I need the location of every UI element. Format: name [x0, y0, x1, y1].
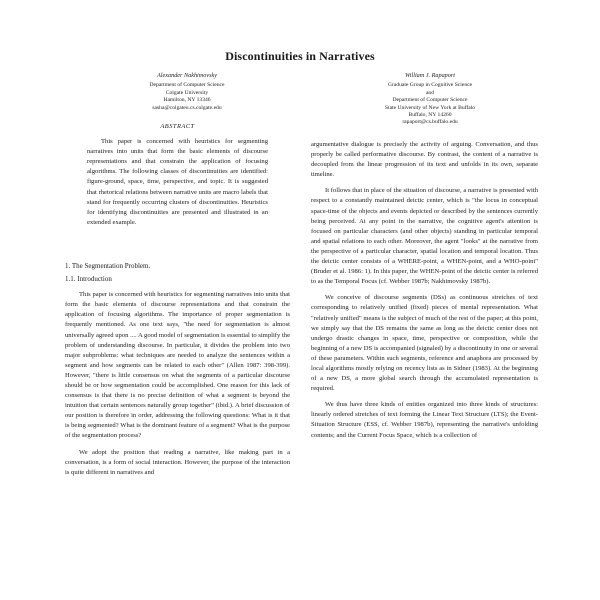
page-bottom-edge [0, 590, 600, 600]
body-paragraph: We conceive of discourse segments (DSs) as continuous stretches of text corresponding to relatively unified (fixed) pieces of mental representation. What "relatively unified" means is the subject of much of the rest of the paper; at this point, we simply say that the DS remains the same as long as the deictic center does not undergo drastic changes in space, time, perspective or composition, while the beginning of a new DS is accompanied (signaled) by a discontinuity in one or several of these parameters. Within such segments, reference and anaphora are processed by local algorithms mostly relying on recency lists as in Sidner (1983). At the beginning of a new DS, a more global search through the accumulated representation is required. [311, 294, 538, 393]
author-affiliation-line: Colgate University [165, 89, 209, 96]
author-affiliation-line: State University of New York at Buffalo [384, 104, 476, 111]
subsection-heading: 1.1. Introduction [65, 275, 112, 284]
author-affiliation-line: Department of Computer Science [149, 82, 225, 89]
author-affiliation-line: Graduate Group in Cognitive Science [387, 82, 473, 89]
author-affiliation-line: and [425, 89, 435, 96]
author-name: Alexander Nakhimovsky [157, 72, 217, 79]
author-nakhimovsky [92, 72, 282, 112]
body-paragraph: This paper is concerned with heuristics for segmenting narratives into units that form the basic elements of discourse representations and that constrain the application of focusing algorithms. The importance of proper segmentation is frequently mentioned. As one text says, "the need for segmentation is almost universally agreed upon .... A good model of segmentation is essential to simplify the problem of understanding discourse. In particular, it divides the problem into two major subproblems: what techniques are needed to analyze the sentences within a segment and how segments can be related to each other" (Allen 1987: 398-399). However, "there is little consensus on what the segments of a particular discourse should be or how segmentation could be accomplished. One reason for this lack of consensus is that there is no precise definition of what a segment is beyond the intuition that certain sentences naturally group together" (ibid.). A brief discussion of our position is therefore in order, addressing the following questions: What is it that is being segmented? What is the dominant feature of a segment? What is the purpose of the segmentation process? [65, 291, 290, 440]
body-paragraph: We thus have three kinds of entities organized into three kinds of structures: linearly ordered stretches of text forming the Linear Text Structure (LTS); the Event-Situation Structure (ESS, cf. Webber 1987b), representing the narrative's unfolding contents; and the Current Focus Space, which is a collection of [311, 401, 538, 439]
body-paragraph: It follows that in place of the situation of discourse, a narrative is presented with respect to a constantly maintained deictic center, which is "the locus in conceptual space-time of the objects and events depicted or described by the sentences currently being perceived. At any point in the narrative, the cognitive agent's attention is focused on particular characters (and other objects) standing in particular temporal and spatial relations to each other. Moreover, the agent "looks" at the narrative from the perspective of a particular character, spatial location and temporal location. Thus the deictic center consists of a WHERE-point, a WHEN-point, and a WHO-point" (Bruder et al. 1986: 1). In this paper, the WHEN-point of the deictic center is referred to as the Temporal Focus (cf. Webber 1987b; Nakhimovsky 1987b). [311, 187, 538, 286]
author-affiliation-line: Department of Computer Science [392, 97, 468, 104]
body-paragraph: argumentative dialogue is precisely the activity of arguing. Conversation, and thus properly be called performative discourse. By contrast, the content of a narrative is decoupled from the linear progression of its text and unfolds in its own, separate timeline. [311, 141, 538, 179]
author-email: sasha@colgateu.cs.colgate.edu [152, 104, 222, 111]
body-paragraph: We adopt the position that reading a narrative, like making part in a conversation, is a form of social interaction. However, the purpose of the interaction is quite different in narratives and [65, 448, 290, 476]
paper-title: Discontinuities in Narratives [225, 49, 375, 63]
author-affiliation-line: Hamilton, NY 13346 [163, 97, 211, 104]
author-email: rapaport@cs.buffalo.edu [402, 119, 458, 126]
left-column [65, 122, 290, 478]
section-heading: 1. The Segmentation Problem. [65, 261, 151, 270]
abstract-text: This paper is concerned with heuristics for segmenting narratives into units that form the basic elements of discourse representations and that constrain the application of focusing algorithms. The following classes of discontinuities are identified: figure-ground, space, time, perspective, and topic. It is suggested that rhetorical relations between narrative units are macro labels that stand for frequently occurring clusters of discontinuities. Heuristics for identifying discontinuities are presented and illustrated in an extended example. [87, 138, 268, 226]
abstract-heading: ABSTRACT [160, 123, 195, 130]
author-name: William J. Rapaport [404, 72, 455, 79]
author-rapaport [320, 72, 540, 127]
author-affiliation-line: Buffalo, NY 14260 [408, 112, 452, 119]
right-column [311, 140, 538, 441]
